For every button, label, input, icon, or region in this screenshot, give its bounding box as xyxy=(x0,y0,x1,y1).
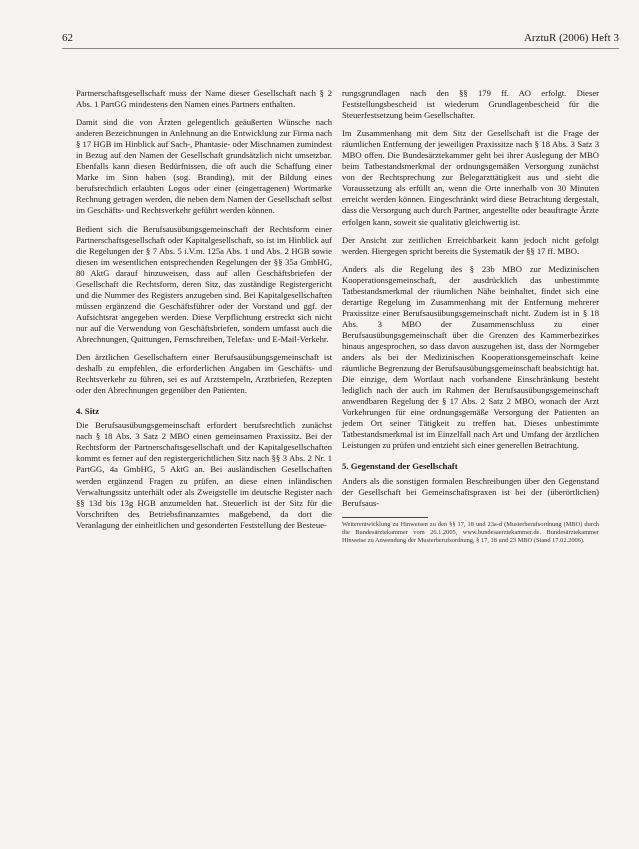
paragraph: Anders als die sonstigen formalen Beschreibungen über den Gegenstand der Gesellschaft bei Gemeinschaftspraxen ist bei der (überörtlichen) Berufsaus- xyxy=(342,475,599,508)
paragraph: Der Ansicht zur zeitlichen Erreichbarkeit kann jedoch nicht gefolgt werden. Hiergegen spricht bereits die Systematik der §§ 17 ff. MBO. xyxy=(342,234,599,256)
paragraph: Die Berufsausübungsgemeinschaft erfordert berufsrechtlich zunächst nach § 18 Abs. 3 Satz 2 MBO einen gemeinsamen Praxissitz. Bei der Rechtsform der Partnerschaftsgesellschaft und der Kapitalgesellschaften kommt es ferner auf den registergerichtlichen Sitz nach §§ 3 Abs. 2 Nr. 1 PartGG, 4a GmbHG, 5 AktG an. Bei ausländischen Gesellschaften werden ergänzend Fragen zu prüfen, an diese einen inländischen Verwaltungssitz unterhält oder als Zweigstelle im deutsche Register nach §§ 13d bis 13g HGB anzumelden hat. Steuerlich ist der Sitz für die Vorschriften des Betriebsfinanzamtes maßgebend, da dort die Veranlagung der einheitlichen und gesonderten Feststellung der Besteue- xyxy=(76,420,332,530)
section-heading: 4. Sitz xyxy=(76,406,99,417)
paragraph: Bedient sich die Berufsausübungsgemeinschaft der Rechtsform einer Partnerschaftsgesellschaft oder Kapitalgesellschaft, so ist im Hinblick auf die Regelungen der § 7 Abs. 5 i.V.m. 125a Abs. 1 und Abs. 2 HGB sowie diesen im wesentlichen entsprechenden Regelungen der §§ 35a GmbHG, 80 AktG darauf hinzuweisen, dass auf allen Geschäftsbriefen der Gesellschaft die Rechtsform, deren Sitz, das zuständige Registergericht und die Nummer des Registers anzugeben sind. Bei Kapitalgesellschaften müssen ergänzend die Geschäftsführer oder der Vorstand und ggf. der Aufsichtsrat angegeben werden. Diese Verpflichtung erstreckt sich nicht nur auf die Verwendung von Geschäftsbriefen, sondern umfasst auch die Abrechnungen, Quittungen, Fernschreiben, Telefax- und E-Mail-Verkehr. xyxy=(76,223,332,344)
paragraph: Partnerschaftsgesellschaft muss der Name dieser Gesellschaft nach § 2 Abs. 1 PartGG mindestens den Namen eines Partners enthalten. xyxy=(76,88,332,110)
paragraph: Den ärztlichen Gesellschaftern einer Berufsausübungsgemeinschaft ist deshalb zu empfehlen, die erforderlichen Angaben im Geschäfts- und Rechtsverkehr zu führen, sei es auf Arztstempeln, Arztbriefen, Rezepten oder den Abrechnungen gegenüber den Patienten. xyxy=(76,352,332,396)
journal-title: ArztuR (2006) Heft 3 xyxy=(523,32,619,44)
page-header xyxy=(62,30,619,49)
left-column xyxy=(76,88,332,538)
section-heading: 5. Gegenstand der Gesellschaft xyxy=(342,461,458,472)
footnote-divider xyxy=(342,517,428,518)
paragraph: Damit sind die von Ärzten gelegentlich geäußerten Wünsche nach anderen Bezeichnungen in Anlehnung an die Entwicklung zur Firma nach § 17 HGB im Hinblick auf Sach-, Phantasie- oder Mischnamen zumindest in Bezug auf den Namen der Gesellschaft grundsätzlich nicht umsetzbar. Ebenfalls kann diesen Bedürfnissen, die oft auch die Schaffung einer Marke im Sinn haben (sog. Branding), mit der Bildung eines berufsrechtlich erlaubten Logos oder einer (eingetragenen) Wortmarke Rechnung getragen werden, die neben dem Namen der Gesellschaft selbst im Geschäfts- und Rechtsverkehr geführt werden können. xyxy=(76,117,332,216)
paragraph: Im Zusammenhang mit dem Sitz der Gesellschaft ist die Frage der räumlichen Entfernung der jeweiligen Praxissitze nach § 18 Abs. 3 Satz 3 MBO offen. Die Bundesärztekammer geht bei ihrer Auslegung der MBO beim Tatbestandsmerkmal der ordnungsgemäßen Versorgung zunächst von der Rechtsprechung zur Belegarzttätigkeit aus und sieht die Voraussetzung als erfüllt an, wenn die Orte innerhalb von 30 Minuten erreicht werden können. Eingeschränkt wird diese Betrachtung dergestalt, dass die Versorgung auch durch Partner, angestellte oder beauftragte Ärzte erfolgen kann, soweit sie qualitativ gleichwertig ist. xyxy=(342,128,599,227)
page-number: 62 xyxy=(62,32,73,44)
paragraph: Anders als die Regelung des § 23b MBO zur Medizinischen Kooperationsgemeinschaft, der ausdrücklich das unbestimmte Tatbestandsmerkmal der räumlichen Nähe beinhaltet, findet sich eine derartige Regelung im Zusammenhang mit der Entfernung mehrerer Praxissitze einer Berufsausübungsgemeinschaft nicht. Zudem ist in § 18 Abs. 3 MBO der Zusammenschluss zu einer Berufsausübungsgemeinschaft über die Grenzen des Kammerbezirkes hinaus angesprochen, so dass davon auszugehen ist, dass der Normgeber anders als bei der Medizinischen Kooperationsgemeinschaft keine räumliche Begrenzung der Berufsausübungsgemeinschaft beabsichtigt hat. Die einzige, dem Wortlaut nach vorhandene Einschränkung besteht lediglich nach der auch im Rahmen der Berufsausübungsgemeinschaft anwendbaren Regelung der § 17 Abs. 2 Satz 2 MBO, wonach der Arzt Vorkehrungen für eine ordnungsgemäße Versorgung der Patienten an jedem Ort seiner Tätigkeit zu treffen hat. Dieses unbestimmte Tatbestandsmerkmal ist im Einzelfall nach Art und Umfang der ärztlichen Leistungen zu prüfen und entzieht sich einer generellen Betrachtung. xyxy=(342,263,599,451)
paragraph: rungsgrundlagen nach den §§ 179 ff. AO erfolgt. Dieser Feststellungsbescheid ist wiederum Grundlagenbescheid für die Steuerfestsetzung beim Gesellschafter. xyxy=(342,88,599,121)
footnote: Weiterentwicklung zu Hinweisen zu den §§ 17, 18 und 23a-d (Musterberufsordnung (MBO) durch die Bundesärztekammer vom 26.1.2005, www.bundesaerztekammer.de. Bundesärztekammer Hinweise zu Anwendung der Musterberufsordnung, § 17, 18 und 23 MBO (Stand 17.02.2006). xyxy=(342,520,599,544)
right-column xyxy=(342,88,599,545)
